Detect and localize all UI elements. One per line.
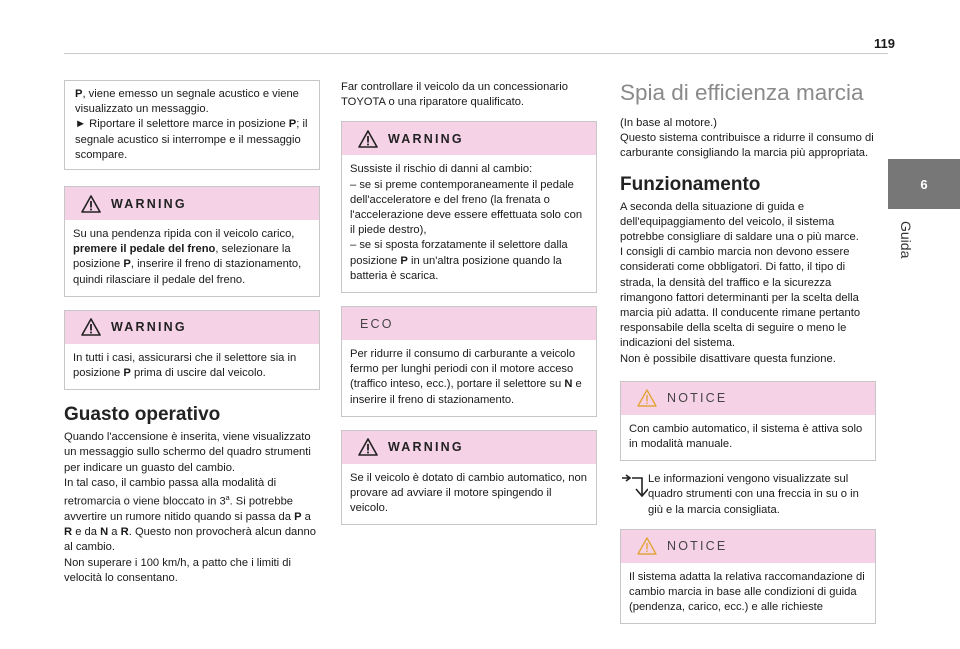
chapter-tab[interactable] <box>888 159 960 209</box>
section-body-guasto: Quando l'accensione è inserita, viene visualizzato un messaggio sullo schermo del quadro strumenti per indicare un guasto del cambio. In tal caso, il cambio passa alla modalità di retromarcia o viene bloccato in 3$^a$. Si potrebbe avvertire un rumore nitido quando si passa da P a R e da N a R. Questo non provocherà alcun danno al cambio. Non superare i 100 km/h, a patto che i limiti di velocità lo consentano. <box>64 431 316 584</box>
notice-box-recommendation <box>620 529 876 625</box>
warning-box-park <box>64 310 320 390</box>
notice-header <box>621 530 875 563</box>
warning-header <box>342 122 596 155</box>
warning-header <box>342 431 596 464</box>
warning-header <box>65 187 319 220</box>
intro-paragraph-2: ► Riportare il selettore marce in posizione P; il segnale acustico si interrompe e il messaggio scompare. <box>75 118 308 161</box>
warning-title: WARNING <box>111 196 187 211</box>
eco-box <box>341 306 597 417</box>
column-right <box>620 80 876 624</box>
chapter-label: Guida <box>898 221 914 259</box>
eco-body: Per ridurre il consumo di carburante a veicolo fermo per lunghi periodi con il motore acceso (traffico inteso, ecc.), portare il selettore su N e inserire il freno di stazionamento. <box>350 348 582 406</box>
section-title-funzionamento: Funzionamento <box>620 173 761 195</box>
section-title-guasto: Guasto operativo <box>64 404 221 426</box>
notice-triangle-icon <box>637 389 657 407</box>
eco-header <box>342 307 596 340</box>
warning-box-damage <box>341 121 597 293</box>
warning-box-slope <box>64 186 320 297</box>
column-middle <box>341 80 597 525</box>
main-title: Spia di efficienza marcia <box>620 80 864 105</box>
notice-title: NOTICE <box>667 539 728 554</box>
notice-body: Il sistema adatta la relativa raccomandazione di cambio marcia in base alle condizioni di guida (pendenza, carico, ecc.) e alle richieste <box>629 570 865 614</box>
warning-body: Se il veicolo è dotato di cambio automatico, non provare ad avviare il motore spingendo il veicolo. <box>350 471 587 515</box>
notice-title: NOTICE <box>667 391 728 406</box>
warning-box-push-start <box>341 430 597 526</box>
gearshift-indicator-icon <box>620 472 648 498</box>
arrow-bullet-icon: ► <box>75 118 87 131</box>
notice-triangle-icon <box>637 537 657 555</box>
warning-body: Sussiste il rischio di danni al cambio: – se si preme contemporaneamente il pedale dell'acceleratore e del freno (la frenata o l'accelerazione deve essere effettuata solo con il piede destro), – se si sposta forzatamente il selettore dalla posizione P in un'altra posizione quando la batteria è scarica. <box>350 163 583 282</box>
warning-body: Su una pendenza ripida con il veicolo carico, premere il pedale del freno, selezionare la posizione P, inserire il freno di stazionamento, quindi rilasciare il pedale del freno. <box>73 228 302 286</box>
header-divider <box>64 53 888 54</box>
warning-triangle-icon <box>81 318 101 336</box>
intro-paragraph-1: P, viene emesso un segnale acustico e viene visualizzato un messaggio. <box>75 88 299 116</box>
info-row-display <box>620 472 876 518</box>
warning-title: WARNING <box>388 131 464 146</box>
warning-triangle-icon <box>358 438 378 456</box>
warning-body: In tutti i casi, assicurarsi che il selettore sia in posizione P prima di uscire dal veicolo. <box>73 351 297 380</box>
chapter-number: 6 <box>920 176 928 192</box>
notice-header <box>621 382 875 415</box>
intro-box <box>64 80 320 170</box>
eco-title: ECO <box>360 316 394 331</box>
column-left <box>64 80 320 586</box>
dealer-note: Far controllare il veicolo da un concessionario TOYOTA o una riparatore qualificato. <box>341 81 568 109</box>
warning-title: WARNING <box>111 320 187 335</box>
section-body-funzionamento: A seconda della situazione di guida e dell'equipaggiamento del veicolo, il sistema potrebbe consigliare di saldare una o più marce. I consigli di cambio marcia non devono essere considerati come obbligatori. Di fatto, il tipo di strada, la densità del traffico e la sicurezza rimangono fattori determinanti per la scelta della marcia più adatta. Il conducente rimane pertanto responsabile della scelta di seguire o meno le indicazioni del sistema. Non è possibile disattivare questa funzione. <box>620 200 861 365</box>
warning-triangle-icon <box>358 130 378 148</box>
page-number: 119 <box>874 36 895 51</box>
intro-text: (In base al motore.) Questo sistema contribuisce a ridurre il consumo di carburante consigliando la marcia più appropriata. <box>620 117 874 160</box>
warning-header <box>65 311 319 344</box>
warning-title: WARNING <box>388 440 464 455</box>
notice-body: Con cambio automatico, il sistema è attiva solo in modalità manuale. <box>629 422 863 451</box>
info-text: Le informazioni vengono visualizzate sul quadro strumenti con una freccia in su o in giù e la marcia consigliata. <box>648 473 859 516</box>
warning-triangle-icon <box>81 195 101 213</box>
notice-box-automatic <box>620 381 876 461</box>
